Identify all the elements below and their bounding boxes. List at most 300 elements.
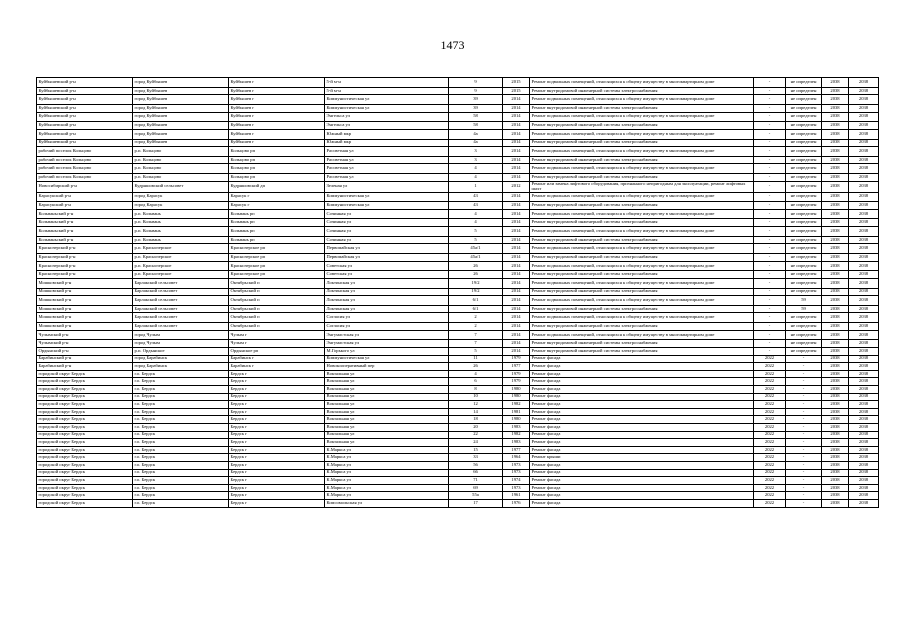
cell-year: 2015	[503, 78, 530, 88]
cell-start-year: 2038	[822, 386, 849, 394]
cell-work-type: Ремонт фасада	[530, 393, 754, 401]
cell-house: 45а/1	[449, 254, 503, 262]
cell-plan-year: -	[754, 181, 786, 192]
cell-municipality: г.о. Бердск	[133, 378, 229, 386]
cell-start-year: 2038	[822, 122, 849, 130]
cell-locality: Барабинск г	[229, 363, 325, 371]
cell-district: Кольваньский р-н	[37, 209, 133, 219]
table-row	[37, 355, 879, 363]
cell-municipality: г.о. Бердск	[133, 431, 229, 439]
table-row	[37, 174, 879, 182]
cell-work-type: Ремонт внутридомовой инженерной системы электроснабжения	[530, 271, 754, 279]
cell-municipality: г.о. Бердск	[133, 386, 229, 394]
cell-start-year: 2038	[822, 340, 849, 348]
cell-start-year: 2038	[822, 423, 849, 431]
cell-year: 1973	[503, 469, 530, 477]
cell-work-type: Ремонт подвальных помещений, относящихся к общему имуществу в многоквартирном доме	[530, 278, 754, 288]
cell-end-year: 2038	[849, 313, 879, 323]
table-row	[37, 305, 879, 313]
cell-municipality: р.п. Краснозерское	[133, 254, 229, 262]
table-row	[37, 423, 879, 431]
cell-street: Рассветная ул	[325, 164, 449, 174]
table-row	[37, 192, 879, 202]
cell-end-year: 2038	[849, 355, 879, 363]
cell-house: 69	[449, 484, 503, 492]
cell-start-year: 2038	[822, 139, 849, 147]
cell-work-type: Ремонт фасада	[530, 499, 754, 507]
cell-locality: Бердск г	[229, 484, 325, 492]
cell-street: Вокзальная ул	[325, 416, 449, 424]
cell-plan-year: -	[754, 227, 786, 237]
cell-cost: не определен	[786, 122, 822, 130]
table-row	[37, 236, 879, 244]
table-row	[37, 181, 879, 192]
cell-district: Куйбышевский р-н	[37, 129, 133, 139]
cell-start-year: 2038	[822, 370, 849, 378]
cell-municipality: город Карасук	[133, 192, 229, 202]
cell-locality: Кольцово рп	[229, 164, 325, 174]
cell-district: рабочий поселок Кольцово	[37, 156, 133, 164]
cell-year: 1973	[503, 461, 530, 469]
cell-municipality: г.о. Бердск	[133, 492, 229, 500]
cell-district: Куйбышевский р-н	[37, 78, 133, 88]
cell-locality: Бердск г	[229, 439, 325, 447]
cell-year: 2012	[503, 181, 530, 192]
cell-street: Вокзальная ул	[325, 386, 449, 394]
cell-district: Барабинский р-н	[37, 363, 133, 371]
cell-house: 1	[449, 181, 503, 192]
cell-year: 2014	[503, 112, 530, 122]
cell-work-type: Ремонт фасада	[530, 401, 754, 409]
cell-street: Южный мкр	[325, 139, 449, 147]
cell-work-type: Ремонт фасада	[530, 477, 754, 485]
cell-plan-year: -	[754, 112, 786, 122]
cell-municipality: р.п. Кольвань	[133, 209, 229, 219]
cell-plan-year: 2022	[754, 355, 786, 363]
cell-end-year: 2038	[849, 370, 879, 378]
cell-house: 6/1	[449, 305, 503, 313]
cell-cost: не определен	[786, 147, 822, 157]
cell-cost: -	[786, 355, 822, 363]
cell-start-year: 2038	[822, 484, 849, 492]
cell-municipality: г.о. Бердск	[133, 393, 229, 401]
cell-end-year: 2038	[849, 461, 879, 469]
cell-house: 43	[449, 192, 503, 202]
cell-locality: Краснозерское рп	[229, 244, 325, 254]
cell-cost: не определен	[786, 271, 822, 279]
cell-locality: Бердск г	[229, 431, 325, 439]
cell-start-year: 2038	[822, 499, 849, 507]
cell-end-year: 2038	[849, 129, 879, 139]
cell-work-type: Ремонт внутридомовой инженерной системы электроснабжения	[530, 87, 754, 95]
cell-district: Куйбышевский р-н	[37, 87, 133, 95]
cell-street: Рассветная ул	[325, 156, 449, 164]
cell-district: городской округ Бердск	[37, 439, 133, 447]
cell-end-year: 2038	[849, 95, 879, 105]
cell-locality: Куйбышев г	[229, 78, 325, 88]
cell-start-year: 2038	[822, 181, 849, 192]
cell-municipality: р.п. Краснозерское	[133, 261, 229, 271]
cell-municipality: г.о. Бердск	[133, 423, 229, 431]
table-row	[37, 78, 879, 88]
cell-house: 4	[449, 219, 503, 227]
cell-work-type: Ремонт подвальных помещений, относящихся к общему имуществу в многоквартирном доме	[530, 209, 754, 219]
cell-start-year: 2038	[822, 313, 849, 323]
cell-district: Краснозерский р-н	[37, 244, 133, 254]
table-row	[37, 378, 879, 386]
cell-municipality: город Чулым	[133, 340, 229, 348]
cell-work-type: Ремонт подвальных помещений, относящихся к общему имуществу в многоквартирном доме	[530, 78, 754, 88]
cell-house: 22	[449, 431, 503, 439]
repair-schedule-table	[36, 77, 879, 508]
cell-end-year: 2038	[849, 363, 879, 371]
cell-plan-year: -	[754, 254, 786, 262]
cell-plan-year: 2022	[754, 461, 786, 469]
cell-district: Куйбышевский р-н	[37, 104, 133, 112]
table-row	[37, 147, 879, 157]
cell-locality: Бердск г	[229, 423, 325, 431]
cell-year: 2014	[503, 209, 530, 219]
cell-start-year: 2038	[822, 296, 849, 306]
cell-locality: Чулым г	[229, 340, 325, 348]
cell-cost: не определен	[786, 348, 822, 356]
cell-plan-year: -	[754, 95, 786, 105]
cell-locality: Бердск г	[229, 461, 325, 469]
cell-locality: Куйбышев г	[229, 112, 325, 122]
table-row	[37, 209, 879, 219]
cell-street: Советская ул	[325, 271, 449, 279]
cell-street: Вокзальная ул	[325, 423, 449, 431]
cell-plan-year: -	[754, 104, 786, 112]
cell-work-type: Ремонт внутридомовой инженерной системы электроснабжения	[530, 202, 754, 210]
cell-year: 1982	[503, 401, 530, 409]
table-row	[37, 348, 879, 356]
cell-end-year: 2038	[849, 112, 879, 122]
cell-end-year: 2038	[849, 122, 879, 130]
cell-municipality: город Куйбышев	[133, 112, 229, 122]
cell-locality: Бердск г	[229, 454, 325, 462]
cell-work-type: Ремонт подвальных помещений, относящихся к общему имуществу в многоквартирном доме	[530, 227, 754, 237]
cell-end-year: 2038	[849, 271, 879, 279]
cell-cost: -	[786, 378, 822, 386]
cell-house: 4	[449, 370, 503, 378]
cell-year: 1979	[503, 370, 530, 378]
cell-start-year: 2038	[822, 288, 849, 296]
cell-end-year: 2038	[849, 499, 879, 507]
cell-locality: Бердск г	[229, 469, 325, 477]
cell-municipality: г.о. Бердск	[133, 499, 229, 507]
cell-district: городской округ Бердск	[37, 446, 133, 454]
cell-municipality: город Куйбышев	[133, 139, 229, 147]
cell-district: городской округ Бердск	[37, 378, 133, 386]
cell-street: Рассветная ул	[325, 147, 449, 157]
cell-end-year: 2038	[849, 484, 879, 492]
cell-year: 2014	[503, 340, 530, 348]
cell-end-year: 2038	[849, 348, 879, 356]
cell-house: 39	[449, 95, 503, 105]
cell-locality: Куйбышев г	[229, 104, 325, 112]
cell-work-type: Ремонт фасада	[530, 431, 754, 439]
cell-plan-year: 2022	[754, 423, 786, 431]
cell-district: городской округ Бердск	[37, 386, 133, 394]
cell-year: 1977	[503, 446, 530, 454]
cell-cost: не определен	[786, 244, 822, 254]
cell-locality: Чулым г	[229, 330, 325, 340]
cell-start-year: 2038	[822, 348, 849, 356]
cell-end-year: 2038	[849, 323, 879, 331]
cell-start-year: 2038	[822, 431, 849, 439]
cell-plan-year: -	[754, 236, 786, 244]
cell-house: 5	[449, 227, 503, 237]
cell-start-year: 2038	[822, 439, 849, 447]
cell-year: 1973	[503, 484, 530, 492]
cell-house: 8	[449, 386, 503, 394]
cell-cost: -	[786, 454, 822, 462]
cell-end-year: 2038	[849, 219, 879, 227]
cell-district: городской округ Бердск	[37, 499, 133, 507]
cell-work-type: Ремонт внутридомовой инженерной системы электроснабжения	[530, 122, 754, 130]
cell-locality: Куйбышев г	[229, 87, 325, 95]
table-row	[37, 484, 879, 492]
cell-municipality: р.п. Кольцово	[133, 147, 229, 157]
cell-municipality: р.п. Краснозерское	[133, 271, 229, 279]
cell-cost: не определен	[786, 139, 822, 147]
cell-start-year: 2038	[822, 147, 849, 157]
cell-street: К.Маркса ул	[325, 454, 449, 462]
cell-cost: -	[786, 431, 822, 439]
cell-plan-year: 2022	[754, 446, 786, 454]
cell-cost: -	[786, 446, 822, 454]
cell-district: рабочий поселок Кольцово	[37, 147, 133, 157]
cell-work-type: Ремонт подвальных помещений, относящихся к общему имуществу в многоквартирном доме	[530, 313, 754, 323]
cell-cost: -	[786, 499, 822, 507]
cell-cost: не определен	[786, 236, 822, 244]
cell-cost: не определен	[786, 78, 822, 88]
cell-year: 2014	[503, 330, 530, 340]
cell-year: 1979	[503, 355, 530, 363]
table-row	[37, 492, 879, 500]
cell-plan-year: -	[754, 330, 786, 340]
cell-cost: не определен	[786, 323, 822, 331]
cell-plan-year: 2022	[754, 454, 786, 462]
cell-municipality: г.о. Бердск	[133, 461, 229, 469]
cell-locality: Бердск г	[229, 401, 325, 409]
cell-house: 55а	[449, 492, 503, 500]
cell-municipality: р.п. Кольвань	[133, 219, 229, 227]
cell-street: Сочинная ул	[325, 236, 449, 244]
cell-plan-year: 2022	[754, 431, 786, 439]
cell-street: Новокооперативный пер	[325, 363, 449, 371]
cell-plan-year: 2022	[754, 484, 786, 492]
cell-municipality: г.о. Бердск	[133, 454, 229, 462]
cell-year: 2014	[503, 244, 530, 254]
cell-end-year: 2038	[849, 408, 879, 416]
cell-municipality: Барлакский сельсовет	[133, 296, 229, 306]
cell-year: 2014	[503, 323, 530, 331]
cell-start-year: 2038	[822, 254, 849, 262]
table-row	[37, 278, 879, 288]
cell-end-year: 2038	[849, 202, 879, 210]
cell-district: городской округ Бердск	[37, 431, 133, 439]
cell-street: Вокзальная ул	[325, 431, 449, 439]
table-row	[37, 499, 879, 507]
cell-municipality: город Куйбышев	[133, 78, 229, 88]
cell-year: 1979	[503, 378, 530, 386]
cell-year: 2014	[503, 236, 530, 244]
cell-house: 15	[449, 446, 503, 454]
cell-year: 2014	[503, 104, 530, 112]
cell-work-type: Ремонт крыши	[530, 454, 754, 462]
cell-plan-year: 2022	[754, 477, 786, 485]
cell-start-year: 2038	[822, 323, 849, 331]
cell-district: Куйбышевский р-н	[37, 139, 133, 147]
cell-cost: -	[786, 393, 822, 401]
cell-work-type: Ремонт подвальных помещений, относящихся к общему имуществу в многоквартирном доме	[530, 147, 754, 157]
cell-start-year: 2038	[822, 87, 849, 95]
cell-locality: Кольцово рп	[229, 174, 325, 182]
cell-municipality: Барлакский сельсовет	[133, 288, 229, 296]
cell-year: 2014	[503, 192, 530, 202]
cell-end-year: 2038	[849, 278, 879, 288]
cell-start-year: 2038	[822, 492, 849, 500]
cell-end-year: 2038	[849, 104, 879, 112]
cell-end-year: 2038	[849, 378, 879, 386]
cell-locality: Бердск г	[229, 477, 325, 485]
table-row	[37, 288, 879, 296]
cell-end-year: 2038	[849, 181, 879, 192]
cell-cost: не определен	[786, 192, 822, 202]
cell-cost: не определен	[786, 313, 822, 323]
cell-street: М.Горького ул	[325, 348, 449, 356]
cell-start-year: 2038	[822, 330, 849, 340]
cell-cost: не определен	[786, 288, 822, 296]
cell-plan-year: -	[754, 192, 786, 202]
cell-house: 19/2	[449, 278, 503, 288]
cell-street: Вокзальная ул	[325, 378, 449, 386]
cell-start-year: 2038	[822, 416, 849, 424]
cell-locality: Кольвань рп	[229, 227, 325, 237]
cell-locality: Бердск г	[229, 416, 325, 424]
table-row	[37, 156, 879, 164]
cell-plan-year: 2022	[754, 416, 786, 424]
cell-start-year: 2038	[822, 278, 849, 288]
cell-work-type: Ремонт фасада	[530, 416, 754, 424]
cell-year: 2014	[503, 156, 530, 164]
cell-house: 26	[449, 363, 503, 371]
cell-house: 24	[449, 439, 503, 447]
cell-end-year: 2038	[849, 492, 879, 500]
cell-start-year: 2038	[822, 156, 849, 164]
cell-work-type: Ремонт внутридомовой инженерной системы электроснабжения	[530, 174, 754, 182]
cell-municipality: город Куйбышев	[133, 129, 229, 139]
cell-house: 6	[449, 378, 503, 386]
table-row	[37, 244, 879, 254]
cell-district: городской округ Бердск	[37, 401, 133, 409]
cell-end-year: 2038	[849, 439, 879, 447]
cell-locality: Бердск г	[229, 408, 325, 416]
cell-work-type: Ремонт внутридомовой инженерной системы электроснабжения	[530, 305, 754, 313]
cell-year: 1982	[503, 431, 530, 439]
table-row	[37, 340, 879, 348]
cell-district: Куйбышевский р-н	[37, 122, 133, 130]
cell-municipality: город Куйбышев	[133, 87, 229, 95]
cell-work-type: Ремонт подвальных помещений, относящихся к общему имуществу в многоквартирном доме	[530, 95, 754, 105]
cell-house: 33	[449, 454, 503, 462]
cell-house: 26	[449, 271, 503, 279]
cell-year: 1983	[503, 423, 530, 431]
cell-end-year: 2038	[849, 454, 879, 462]
cell-municipality: Кудряшовский сельсовет	[133, 181, 229, 192]
cell-house: 45а/1	[449, 244, 503, 254]
cell-cost: не определен	[786, 330, 822, 340]
cell-work-type: Ремонт или замена лифтового оборудования, признанного непригодным для эксплуатации, ремонт лифтовых шахт	[530, 181, 754, 192]
cell-locality: Куйбышев г	[229, 122, 325, 130]
cell-municipality: город Карасук	[133, 202, 229, 210]
cell-district: городской округ Бердск	[37, 454, 133, 462]
cell-year: 2014	[503, 261, 530, 271]
cell-district: городской округ Бердск	[37, 408, 133, 416]
cell-locality: Карасук г	[229, 202, 325, 210]
cell-end-year: 2038	[849, 78, 879, 88]
cell-district: Кольваньский р-н	[37, 236, 133, 244]
cell-locality: Бердск г	[229, 446, 325, 454]
cell-cost: -	[786, 401, 822, 409]
cell-plan-year: -	[754, 278, 786, 288]
cell-start-year: 2038	[822, 271, 849, 279]
cell-locality: Октябрьский п	[229, 278, 325, 288]
cell-house: 2	[449, 313, 503, 323]
cell-plan-year: -	[754, 305, 786, 313]
cell-plan-year: 2022	[754, 386, 786, 394]
cell-cost: не определен	[786, 174, 822, 182]
cell-house: 5	[449, 236, 503, 244]
cell-start-year: 2038	[822, 461, 849, 469]
cell-cost: 59	[786, 305, 822, 313]
cell-cost: -	[786, 423, 822, 431]
cell-plan-year: 2022	[754, 378, 786, 386]
cell-plan-year: 2022	[754, 370, 786, 378]
cell-start-year: 2038	[822, 469, 849, 477]
cell-street: Коммунистическая ул	[325, 355, 449, 363]
cell-cost: -	[786, 492, 822, 500]
table-row	[37, 122, 879, 130]
cell-street: Энгумастская ул	[325, 340, 449, 348]
cell-plan-year: -	[754, 78, 786, 88]
cell-year: 2014	[503, 164, 530, 174]
table-row	[37, 313, 879, 323]
cell-street: Локтинская ул	[325, 296, 449, 306]
cell-district: рабочий поселок Кольцово	[37, 174, 133, 182]
cell-municipality: г.о. Бердск	[133, 446, 229, 454]
cell-house: 19/2	[449, 288, 503, 296]
cell-locality: Кудряшовский дп	[229, 181, 325, 192]
cell-plan-year: 2022	[754, 408, 786, 416]
table-row	[37, 112, 879, 122]
cell-work-type: Ремонт внутридомовой инженерной системы электроснабжения	[530, 288, 754, 296]
cell-end-year: 2038	[849, 156, 879, 164]
cell-year: 2014	[503, 271, 530, 279]
cell-end-year: 2038	[849, 147, 879, 157]
cell-house: 71	[449, 477, 503, 485]
cell-end-year: 2038	[849, 174, 879, 182]
cell-work-type: Ремонт подвальных помещений, относящихся к общему имуществу в многоквартирном доме	[530, 261, 754, 271]
cell-work-type: Ремонт фасада	[530, 492, 754, 500]
cell-cost: не определен	[786, 254, 822, 262]
cell-municipality: Барлакский сельсовет	[133, 305, 229, 313]
table-row	[37, 401, 879, 409]
cell-cost: -	[786, 477, 822, 485]
cell-plan-year: 2022	[754, 499, 786, 507]
